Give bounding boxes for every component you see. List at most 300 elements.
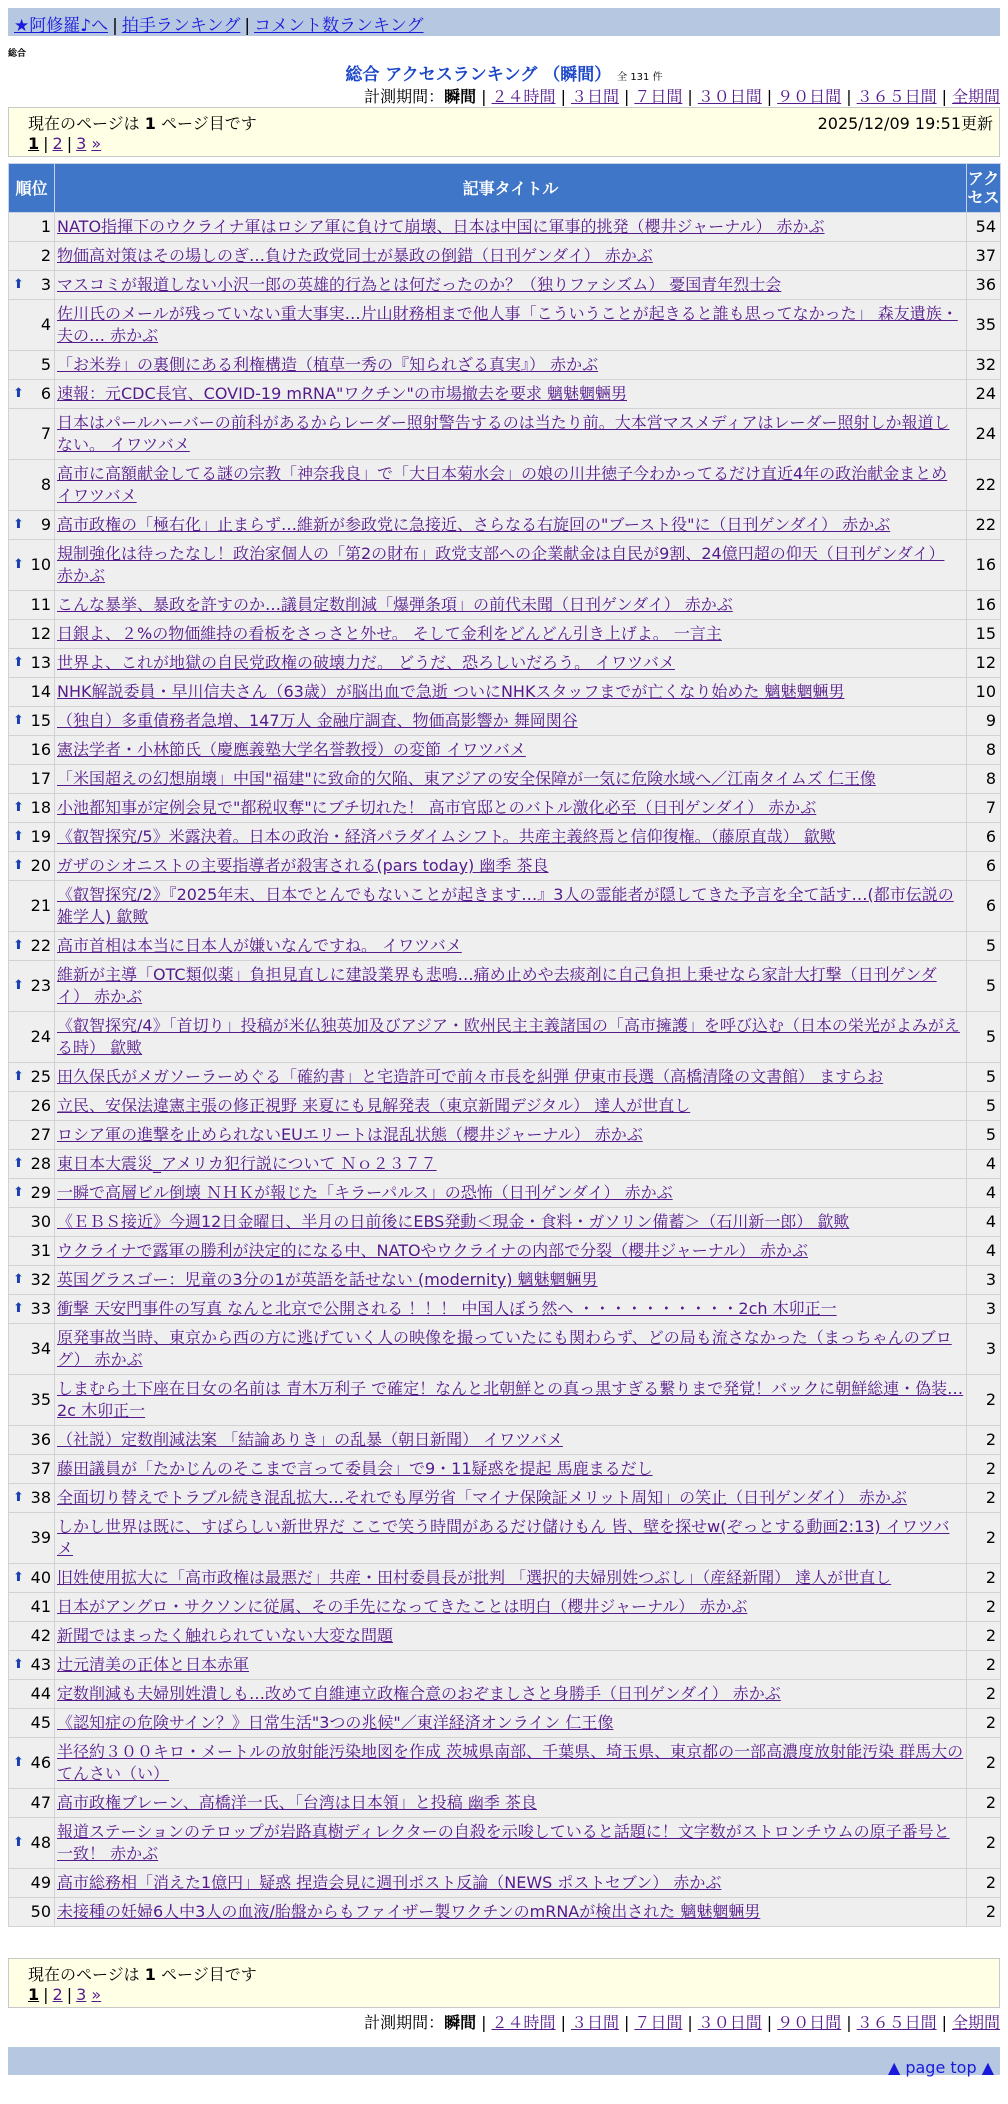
title-cell [55, 540, 967, 591]
access-count: 2 [967, 1789, 1001, 1818]
page-links [28, 1985, 101, 2004]
access-count: 16 [967, 591, 1001, 620]
title-cell [55, 1092, 967, 1121]
table-row [9, 1012, 1001, 1063]
title-cell [55, 1651, 967, 1680]
title-cell [55, 409, 967, 460]
up-arrow-icon: ⬆ [13, 1490, 24, 1505]
article-link[interactable]: 《叡智探究/2》『2025年末、日本でとんでもないことが起きます…』3人の霊能者が隠してきた予言を全て話す…(都市伝説の雑学人) 歙歟 [57, 885, 954, 926]
title-cell [55, 511, 967, 540]
up-arrow-icon: ⬆ [13, 1835, 24, 1850]
rank-number: 27 [30, 1125, 51, 1144]
article-link[interactable]: 藤田議員が「たかじんのそこまで言って委員会」で9・11疑惑を提起 馬鹿まるだし [57, 1459, 653, 1478]
access-count: 10 [967, 678, 1001, 707]
access-count: 24 [967, 409, 1001, 460]
up-arrow-icon: ⬆ [13, 829, 24, 844]
article-link[interactable]: 新聞ではまったく触れられていない大変な問題 [57, 1626, 394, 1645]
table-row [9, 1266, 1001, 1295]
title-cell [55, 620, 967, 649]
title-cell [55, 823, 967, 852]
access-count: 15 [967, 620, 1001, 649]
table-row [9, 1208, 1001, 1237]
period-link[interactable]: ３０日間 [697, 2013, 762, 2032]
article-link[interactable]: 世界よ、これが地獄の自民党政権の破壊力だ。 どうだ、恐ろしいだろう。 イワツバメ [57, 653, 675, 672]
rank-number: 39 [30, 1528, 51, 1547]
table-row [9, 351, 1001, 380]
period-link[interactable]: ３０日間 [697, 87, 762, 106]
access-count: 22 [967, 460, 1001, 511]
next-page-link[interactable]: » [91, 134, 102, 153]
total-count: 全 131 件 [617, 72, 663, 83]
table-row [9, 380, 1001, 409]
table-row [9, 409, 1001, 460]
article-link[interactable]: 未接種の妊婦6人中3人の血液/胎盤からもファイザー製ワクチンのmRNAが検出された 魑魅魍魎男 [57, 1902, 761, 1921]
article-link[interactable]: 高市に高額献金してる謎の宗教「神奈我良」で「大日本菊水会」の娘の川井徳子今わかってるだけ直近4年の政治献金まとめ イワツバメ [57, 464, 948, 505]
period-separator: | [481, 2013, 487, 2032]
up-arrow-icon: ⬆ [13, 800, 24, 815]
article-link[interactable]: 物価高対策はその場しのぎ…負けた政党同士が暴政の倒錯（日刊ゲンダイ） 赤かぶ [57, 246, 653, 265]
period-link[interactable]: 全期間 [951, 2013, 1000, 2032]
article-link[interactable]: マスコミが報道しない小沢一郎の英雄的行為とは何だったのか？（独りファシズム） 憂国青年烈士会 [57, 275, 782, 294]
table-row [9, 736, 1001, 765]
page-separator: | [43, 1985, 49, 2004]
access-count: 36 [967, 271, 1001, 300]
rank-number: 19 [30, 827, 51, 846]
article-link[interactable]: 辻元清美の正体と日本赤軍 [57, 1655, 250, 1674]
title-cell [55, 649, 967, 678]
title-cell [55, 213, 967, 242]
article-link[interactable]: 日本はパールハーバーの前科があるからレーダー照射警告するのは当たり前。大本営マスメディアはレーダー照射しか報道しない。 イワツバメ [57, 413, 950, 454]
article-link[interactable]: 憲法学者・小林節氏（慶應義塾大学名誉教授）の変節 イワツバメ [57, 740, 526, 759]
period-link[interactable]: 全期間 [951, 87, 1000, 106]
updated-timestamp: 2025/12/09 19:51更新 [817, 114, 993, 133]
rank-cell [9, 1898, 55, 1927]
table-row [9, 823, 1001, 852]
article-link[interactable]: ガザのシオニストの主要指導者が殺害される(pars today) 幽季 茶良 [57, 856, 549, 875]
period-link[interactable]: ９０日間 [777, 87, 842, 106]
table-row [9, 961, 1001, 1012]
comment-ranking-link[interactable]: コメント数ランキング [254, 16, 424, 36]
rank-number: 37 [30, 1459, 51, 1478]
category-label: 総合 [8, 49, 27, 59]
article-link[interactable]: 高市政権ブレーン、高橋洋一氏、「台湾は日本領」と投稿 幽季 茶良 [57, 1793, 537, 1812]
table-row [9, 1680, 1001, 1709]
rank-cell [9, 1266, 55, 1295]
title-cell [55, 1375, 967, 1426]
access-count: 2 [967, 1869, 1001, 1898]
access-count: 54 [967, 213, 1001, 242]
page-link-current: 1 [28, 1985, 40, 2004]
title-cell [55, 707, 967, 736]
article-link[interactable]: こんな暴挙、暴政を許すのか…議員定数削減「爆弾条項」の前代未聞（日刊ゲンダイ） 赤かぶ [57, 595, 733, 614]
period-separator: | [560, 87, 566, 106]
article-link[interactable]: 報道ステーションのテロップが岩路真樹ディレクターの自殺を示唆していると話題に！文字数がストロンチウムの原子番号と一致！ 赤かぶ [57, 1822, 950, 1863]
title-cell [55, 794, 967, 823]
article-link[interactable]: 一瞬で高層ビル倒壊 ＮＨＫが報じた「キラーパルス」の恐怖（日刊ゲンダイ） 赤かぶ [57, 1183, 673, 1202]
page-link[interactable]: 2 [52, 1985, 63, 2004]
up-arrow-icon: ⬆ [13, 1272, 24, 1287]
title-cell [55, 300, 967, 351]
rank-cell [9, 1738, 55, 1789]
table-row [9, 1593, 1001, 1622]
access-count: 4 [967, 1150, 1001, 1179]
rank-number: 23 [30, 976, 51, 995]
title-cell [55, 1709, 967, 1738]
article-link[interactable]: 小池都知事が定例会見で"都税収奪"にブチ切れた！ 高市官邸とのバトル激化必至（日刊ゲンダイ） 赤かぶ [57, 798, 817, 817]
rank-number: 13 [30, 653, 51, 672]
rank-cell [9, 1150, 55, 1179]
rank-cell [9, 213, 55, 242]
title-cell [55, 242, 967, 271]
rank-cell [9, 1455, 55, 1484]
article-link[interactable]: 速報：元CDC長官、COVID-19 mRNA"ワクチン"の市場撤去を要求 魑魅魍魎男 [57, 384, 627, 403]
up-arrow-icon: ⬆ [13, 386, 24, 401]
title-cell [55, 1208, 967, 1237]
rank-number: 30 [30, 1212, 51, 1231]
nav-separator: | [244, 16, 251, 36]
article-link[interactable]: （社説）定数削減法案 「結論ありき」の乱暴（朝日新聞） イワツバメ [57, 1430, 563, 1449]
title-cell [55, 1324, 967, 1375]
table-row [9, 1179, 1001, 1208]
rank-cell [9, 1484, 55, 1513]
table-row [9, 1789, 1001, 1818]
table-row [9, 1513, 1001, 1564]
rank-cell [9, 1709, 55, 1738]
pagination-box [8, 107, 1000, 157]
rank-cell [9, 460, 55, 511]
article-link[interactable]: 原発事故当時、東京から西の方に逃げていく人の映像を撮っていたにも関わらず、どの局も流さなかった（まっちゃんのブログ） 赤かぶ [57, 1328, 952, 1369]
rank-number: 17 [30, 769, 51, 788]
table-row [9, 852, 1001, 881]
up-arrow-icon: ⬆ [13, 1755, 24, 1770]
article-link[interactable]: 田久保氏がメガソーラーめぐる「確約書」と宅造許可で前々市長を糾弾 伊東市長選（高橋清隆の文書館） ますらお [57, 1067, 884, 1086]
up-arrow-icon: ⬆ [13, 517, 24, 532]
rank-number: 32 [30, 1270, 51, 1289]
table-row [9, 1150, 1001, 1179]
article-link[interactable]: 高市首相は本当に日本人が嫌いなんですね。 イワツバメ [57, 936, 462, 955]
rank-cell [9, 1426, 55, 1455]
page-title [0, 60, 1008, 85]
access-count: 12 [967, 649, 1001, 678]
pagination-box-bottom [8, 1958, 1000, 2008]
page-link[interactable]: 3 [76, 1985, 87, 2004]
period-current: 瞬間 [444, 2013, 477, 2032]
period-separator: | [481, 87, 487, 106]
rank-cell [9, 707, 55, 736]
table-row [9, 1818, 1001, 1869]
access-count: 2 [967, 1564, 1001, 1593]
period-link[interactable]: ７日間 [634, 87, 683, 106]
article-link[interactable]: 東日本大震災_アメリカ犯行説について Ｎｏ２３７７ [57, 1154, 437, 1173]
title-cell [55, 932, 967, 961]
rank-number: 41 [30, 1597, 51, 1616]
table-row [9, 1295, 1001, 1324]
rank-cell [9, 300, 55, 351]
title-cell [55, 591, 967, 620]
rank-number: 8 [40, 475, 51, 494]
title-cell [55, 1237, 967, 1266]
page-top [888, 2058, 994, 2077]
rank-cell [9, 1869, 55, 1898]
top-nav-bar [8, 8, 1000, 36]
access-count: 4 [967, 1237, 1001, 1266]
article-link[interactable]: 「お米券」の裏側にある利権構造（植草一秀の『知られざる真実』） 赤かぶ [57, 355, 599, 374]
rank-number: 31 [30, 1241, 51, 1260]
title-cell [55, 736, 967, 765]
table-row [9, 271, 1001, 300]
article-link[interactable]: 高市政権の「極右化」止まらず…維新が参政党に急接近、さらなる右旋回の"ブースト役"に（日刊ゲンダイ） 赤かぶ [57, 515, 891, 534]
rank-cell [9, 961, 55, 1012]
period-separator: | [623, 87, 630, 106]
period-link[interactable]: ３日間 [570, 2013, 619, 2032]
access-count: 22 [967, 511, 1001, 540]
period-link[interactable]: ７日間 [634, 2013, 683, 2032]
rank-cell [9, 409, 55, 460]
article-link[interactable]: 《認知症の危険サイン？》日常生活"3つの兆候"／東洋経済オンライン 仁王像 [57, 1713, 614, 1732]
rank-number: 48 [30, 1833, 51, 1852]
table-row [9, 1484, 1001, 1513]
current-page-number: 1 [144, 114, 156, 133]
article-link[interactable]: 立民、安保法違憲主張の修正視野 来夏にも見解発表（東京新聞デジタル） 達人が世直し [57, 1096, 691, 1115]
rank-cell [9, 1651, 55, 1680]
up-arrow-icon: ⬆ [13, 858, 24, 873]
table-row [9, 932, 1001, 961]
rank-cell [9, 351, 55, 380]
access-count: 4 [967, 1208, 1001, 1237]
article-link[interactable]: 《ＥＢＳ接近》今週12日金曜日、半月の日前後にEBS発動＜現金・食料・ガソリン備蓄＞（石川新一郎） 歙歟 [57, 1212, 850, 1231]
rank-number: 38 [30, 1488, 51, 1507]
period-link[interactable]: ２４時間 [491, 87, 556, 106]
title-cell [55, 765, 967, 794]
rank-number: 9 [40, 515, 51, 534]
period-separator: | [687, 87, 693, 106]
table-row [9, 591, 1001, 620]
table-row [9, 765, 1001, 794]
rank-number: 3 [40, 275, 51, 294]
access-count: 37 [967, 242, 1001, 271]
rank-cell [9, 852, 55, 881]
up-arrow-icon: ⬆ [13, 277, 24, 292]
access-count: 2 [967, 1484, 1001, 1513]
rank-cell [9, 511, 55, 540]
title-cell [55, 1513, 967, 1564]
rank-cell [9, 271, 55, 300]
rank-cell [9, 1121, 55, 1150]
rank-number: 25 [30, 1067, 51, 1086]
table-row [9, 1121, 1001, 1150]
access-count: 2 [967, 1426, 1001, 1455]
table-row [9, 1324, 1001, 1375]
title-cell [55, 1622, 967, 1651]
article-link[interactable]: 《叡智探究/5》米露決着。日本の政治・経済パラダイムシフト。共産主義終焉と信仰復権。（藤原直哉） 歙歟 [57, 827, 836, 846]
rank-number: 21 [30, 896, 51, 915]
article-link[interactable]: NATO指揮下のウクライナ軍はロシア軍に負けて崩壊、日本は中国に軍事的挑発（櫻井ジャーナル） 赤かぶ [57, 217, 825, 236]
up-arrow-icon: ⬆ [13, 557, 24, 572]
period-link[interactable]: ３６５日間 [856, 2013, 937, 2032]
access-count: 6 [967, 823, 1001, 852]
rank-cell [9, 620, 55, 649]
rank-number: 34 [30, 1339, 51, 1358]
article-link[interactable]: 半径約３００キロ・メートルの放射能汚染地図を作成 茨城県南部、千葉県、埼玉県、東京都の一部高濃度放射能汚染 群馬大の てんさい（い） [57, 1742, 964, 1783]
rank-cell [9, 823, 55, 852]
page-top-link[interactable]: ▲ page top ▲ [887, 2058, 994, 2077]
table-row [9, 1651, 1001, 1680]
access-count: 3 [967, 1324, 1001, 1375]
rank-cell [9, 678, 55, 707]
article-link[interactable]: 規制強化は待ったなし！政治家個人の「第2の財布」政党支部への企業献金は自民が9割、24億円超の仰天（日刊ゲンダイ） 赤かぶ [57, 544, 945, 585]
table-row [9, 1375, 1001, 1426]
rank-cell [9, 591, 55, 620]
rank-cell [9, 1237, 55, 1266]
title-cell [55, 1738, 967, 1789]
period-separator: | [941, 87, 947, 106]
article-link[interactable]: 日銀よ、２%の物価維持の看板をさっさと外せ。 そして金利をどんどん引き上げよ。 一言主 [57, 624, 722, 643]
table-row [9, 1426, 1001, 1455]
title-cell [55, 1179, 967, 1208]
article-link[interactable]: 「米国超えの幻想崩壊」中国"福建"に致命的欠陥、東アジアの安全保障が一気に危険水域へ／江南タイムズ 仁王像 [57, 769, 876, 788]
article-link[interactable]: 《叡智探究/4》「首切り」投稿が米仏独英加及びアジア・欧州民主主義諸国の「高市擁護」を呼び込む（日本の栄光がよみがえる時） 歙歟 [57, 1016, 960, 1057]
rank-number: 28 [30, 1154, 51, 1173]
period-separator: | [766, 2013, 773, 2032]
rank-number: 11 [30, 595, 51, 614]
rank-number: 50 [30, 1902, 51, 1921]
rank-cell [9, 1208, 55, 1237]
access-count: 3 [967, 1295, 1001, 1324]
title-cell [55, 1295, 967, 1324]
period-separator: | [560, 2013, 566, 2032]
table-row [9, 881, 1001, 932]
rank-cell [9, 1324, 55, 1375]
clap-ranking-link[interactable]: 拍手ランキング [121, 16, 241, 36]
rank-cell [9, 1513, 55, 1564]
title-cell [55, 852, 967, 881]
up-arrow-icon: ⬆ [13, 1069, 24, 1084]
access-count: 2 [967, 1680, 1001, 1709]
article-link[interactable]: ウクライナで露軍の勝利が決定的になる中、NATOやウクライナの内部で分裂（櫻井ジャーナル） 赤かぶ [57, 1241, 809, 1260]
period-link[interactable]: ３日間 [570, 87, 619, 106]
table-row [9, 649, 1001, 678]
rank-cell [9, 1375, 55, 1426]
title-cell [55, 1593, 967, 1622]
rank-cell [9, 1593, 55, 1622]
rank-number: 40 [30, 1568, 51, 1587]
rank-number: 10 [30, 555, 51, 574]
table-row [9, 794, 1001, 823]
title-cell [55, 460, 967, 511]
rank-number: 22 [30, 936, 51, 955]
article-link[interactable]: しかし世界は既に、すばらしい新世界だ ここで笑う時間があるだけ儲けもん 皆、壁を探せw(ぞっとする動画2:13) イワツバメ [57, 1517, 950, 1558]
rank-number: 6 [40, 384, 51, 403]
ranking-table [8, 163, 1001, 1927]
access-count: 2 [967, 1709, 1001, 1738]
article-link[interactable]: 佐川氏のメールが残っていない重大事実…片山財務相まで他人事「こういうことが起きると誰も思ってなかった」 森友遺族・夫の… 赤かぶ [57, 304, 958, 345]
access-count: 7 [967, 794, 1001, 823]
title-cell [55, 271, 967, 300]
rank-cell [9, 1012, 55, 1063]
rank-number: 49 [30, 1873, 51, 1892]
period-link[interactable]: ２４時間 [491, 2013, 556, 2032]
rank-cell [9, 765, 55, 794]
access-count: 35 [967, 300, 1001, 351]
table-row [9, 1738, 1001, 1789]
page-link[interactable]: 2 [52, 134, 63, 153]
up-arrow-icon: ⬆ [13, 1156, 24, 1171]
rank-cell [9, 1564, 55, 1593]
rank-number: 35 [30, 1390, 51, 1409]
table-row [9, 1455, 1001, 1484]
title-cell [55, 1455, 967, 1484]
table-row [9, 460, 1001, 511]
table-row [9, 707, 1001, 736]
rank-number: 29 [30, 1183, 51, 1202]
article-link[interactable]: 高市総務相「消えた1億円」疑惑 捏造会見に週刊ポスト反論（NEWS ポストセブン） 赤かぶ [57, 1873, 722, 1892]
article-link[interactable]: NHK解説委員・早川信夫さん（63歳）が脳出血で急逝 ついにNHKスタッフまでが亡くなり始めた 魑魅魍魎男 [57, 682, 845, 701]
title-cell [55, 1484, 967, 1513]
access-count: 2 [967, 1818, 1001, 1869]
current-page-info: 現在のページは 1 ページ目です [28, 114, 257, 133]
rank-cell [9, 1179, 55, 1208]
period-separator: | [687, 2013, 693, 2032]
period-current: 瞬間 [444, 87, 477, 106]
access-count: 2 [967, 1622, 1001, 1651]
rank-cell [9, 1092, 55, 1121]
title-cell [55, 1898, 967, 1927]
access-count: 5 [967, 1092, 1001, 1121]
article-link[interactable]: 英国グラスゴー：児童の3分の1が英語を話せない (modernity) 魑魅魍魎男 [57, 1270, 598, 1289]
up-arrow-icon: ⬆ [13, 713, 24, 728]
rank-number: 18 [30, 798, 51, 817]
next-page-link[interactable]: » [91, 1985, 102, 2004]
title-cell [55, 1680, 967, 1709]
title-cell [55, 1150, 967, 1179]
title-cell [55, 1426, 967, 1455]
article-link[interactable]: 衝撃 天安門事件の写真 なんと北京で公開される ！！！ 中国人ぼう然へ ・・・・・・・・・・2ch 木卯正一 [57, 1299, 837, 1318]
article-link[interactable]: 維新が主導「OTC類似薬」負担見直しに建設業界も悲鳴…痛め止めや去痰剤に自己負担上乗せなら家計大打撃（日刊ゲンダイ） 赤かぶ [57, 965, 937, 1006]
nav-separator: | [112, 16, 118, 36]
rank-cell [9, 794, 55, 823]
access-count: 2 [967, 1738, 1001, 1789]
period-selector [364, 84, 1000, 107]
table-row [9, 540, 1001, 591]
period-link[interactable]: ３６５日間 [856, 87, 937, 106]
page-link[interactable]: 3 [76, 134, 87, 153]
article-link[interactable]: 定数削減も夫婦別姓潰しも…改めて自維連立政権合意のおぞましさと身勝手（日刊ゲンダイ） 赤かぶ [57, 1684, 781, 1703]
access-count: 4 [967, 1179, 1001, 1208]
article-link[interactable]: しまむら土下座在日女の名前は 青木万利子 で確定！なんと北朝鮮との真っ黒すぎる繋りまで発覚！バックに朝鮮総連・偽装…2c 木卯正一 [57, 1379, 964, 1420]
table-row [9, 1898, 1001, 1927]
article-link[interactable]: ロシア軍の進撃を止められないEUエリートは混乱状態（櫻井ジャーナル） 赤かぶ [57, 1125, 643, 1144]
table-row [9, 1869, 1001, 1898]
rank-cell [9, 932, 55, 961]
home-link[interactable]: ★阿修羅♪へ [14, 16, 109, 36]
period-separator: | [941, 2013, 947, 2032]
title-cell [55, 1564, 967, 1593]
article-link[interactable]: 旧姓使用拡大に「高市政権は最悪だ」共産・田村委員長が批判 「選択的夫婦別姓つぶし」（産経新聞） 達人が世直し [57, 1568, 892, 1587]
table-row [9, 213, 1001, 242]
title-cell [55, 1869, 967, 1898]
table-row [9, 300, 1001, 351]
article-link[interactable]: 日本がアングロ・サクソンに従属、その手先になってきたことは明白（櫻井ジャーナル） 赤かぶ [57, 1597, 748, 1616]
article-link[interactable]: （独自）多重債務者急増、147万人 金融庁調査、物価高影響か 舞岡関谷 [57, 711, 578, 730]
rank-number: 46 [30, 1753, 51, 1772]
rank-cell [9, 1818, 55, 1869]
period-link[interactable]: ９０日間 [777, 2013, 842, 2032]
period-label: 計測期間： [364, 2013, 445, 2032]
table-row [9, 1237, 1001, 1266]
access-count: 2 [967, 1375, 1001, 1426]
access-count: 2 [967, 1513, 1001, 1564]
article-link[interactable]: 全面切り替えでトラブル続き混乱拡大…それでも厚労省「マイナ保険証メリット周知」の笑止（日刊ゲンダイ） 赤かぶ [57, 1488, 907, 1507]
